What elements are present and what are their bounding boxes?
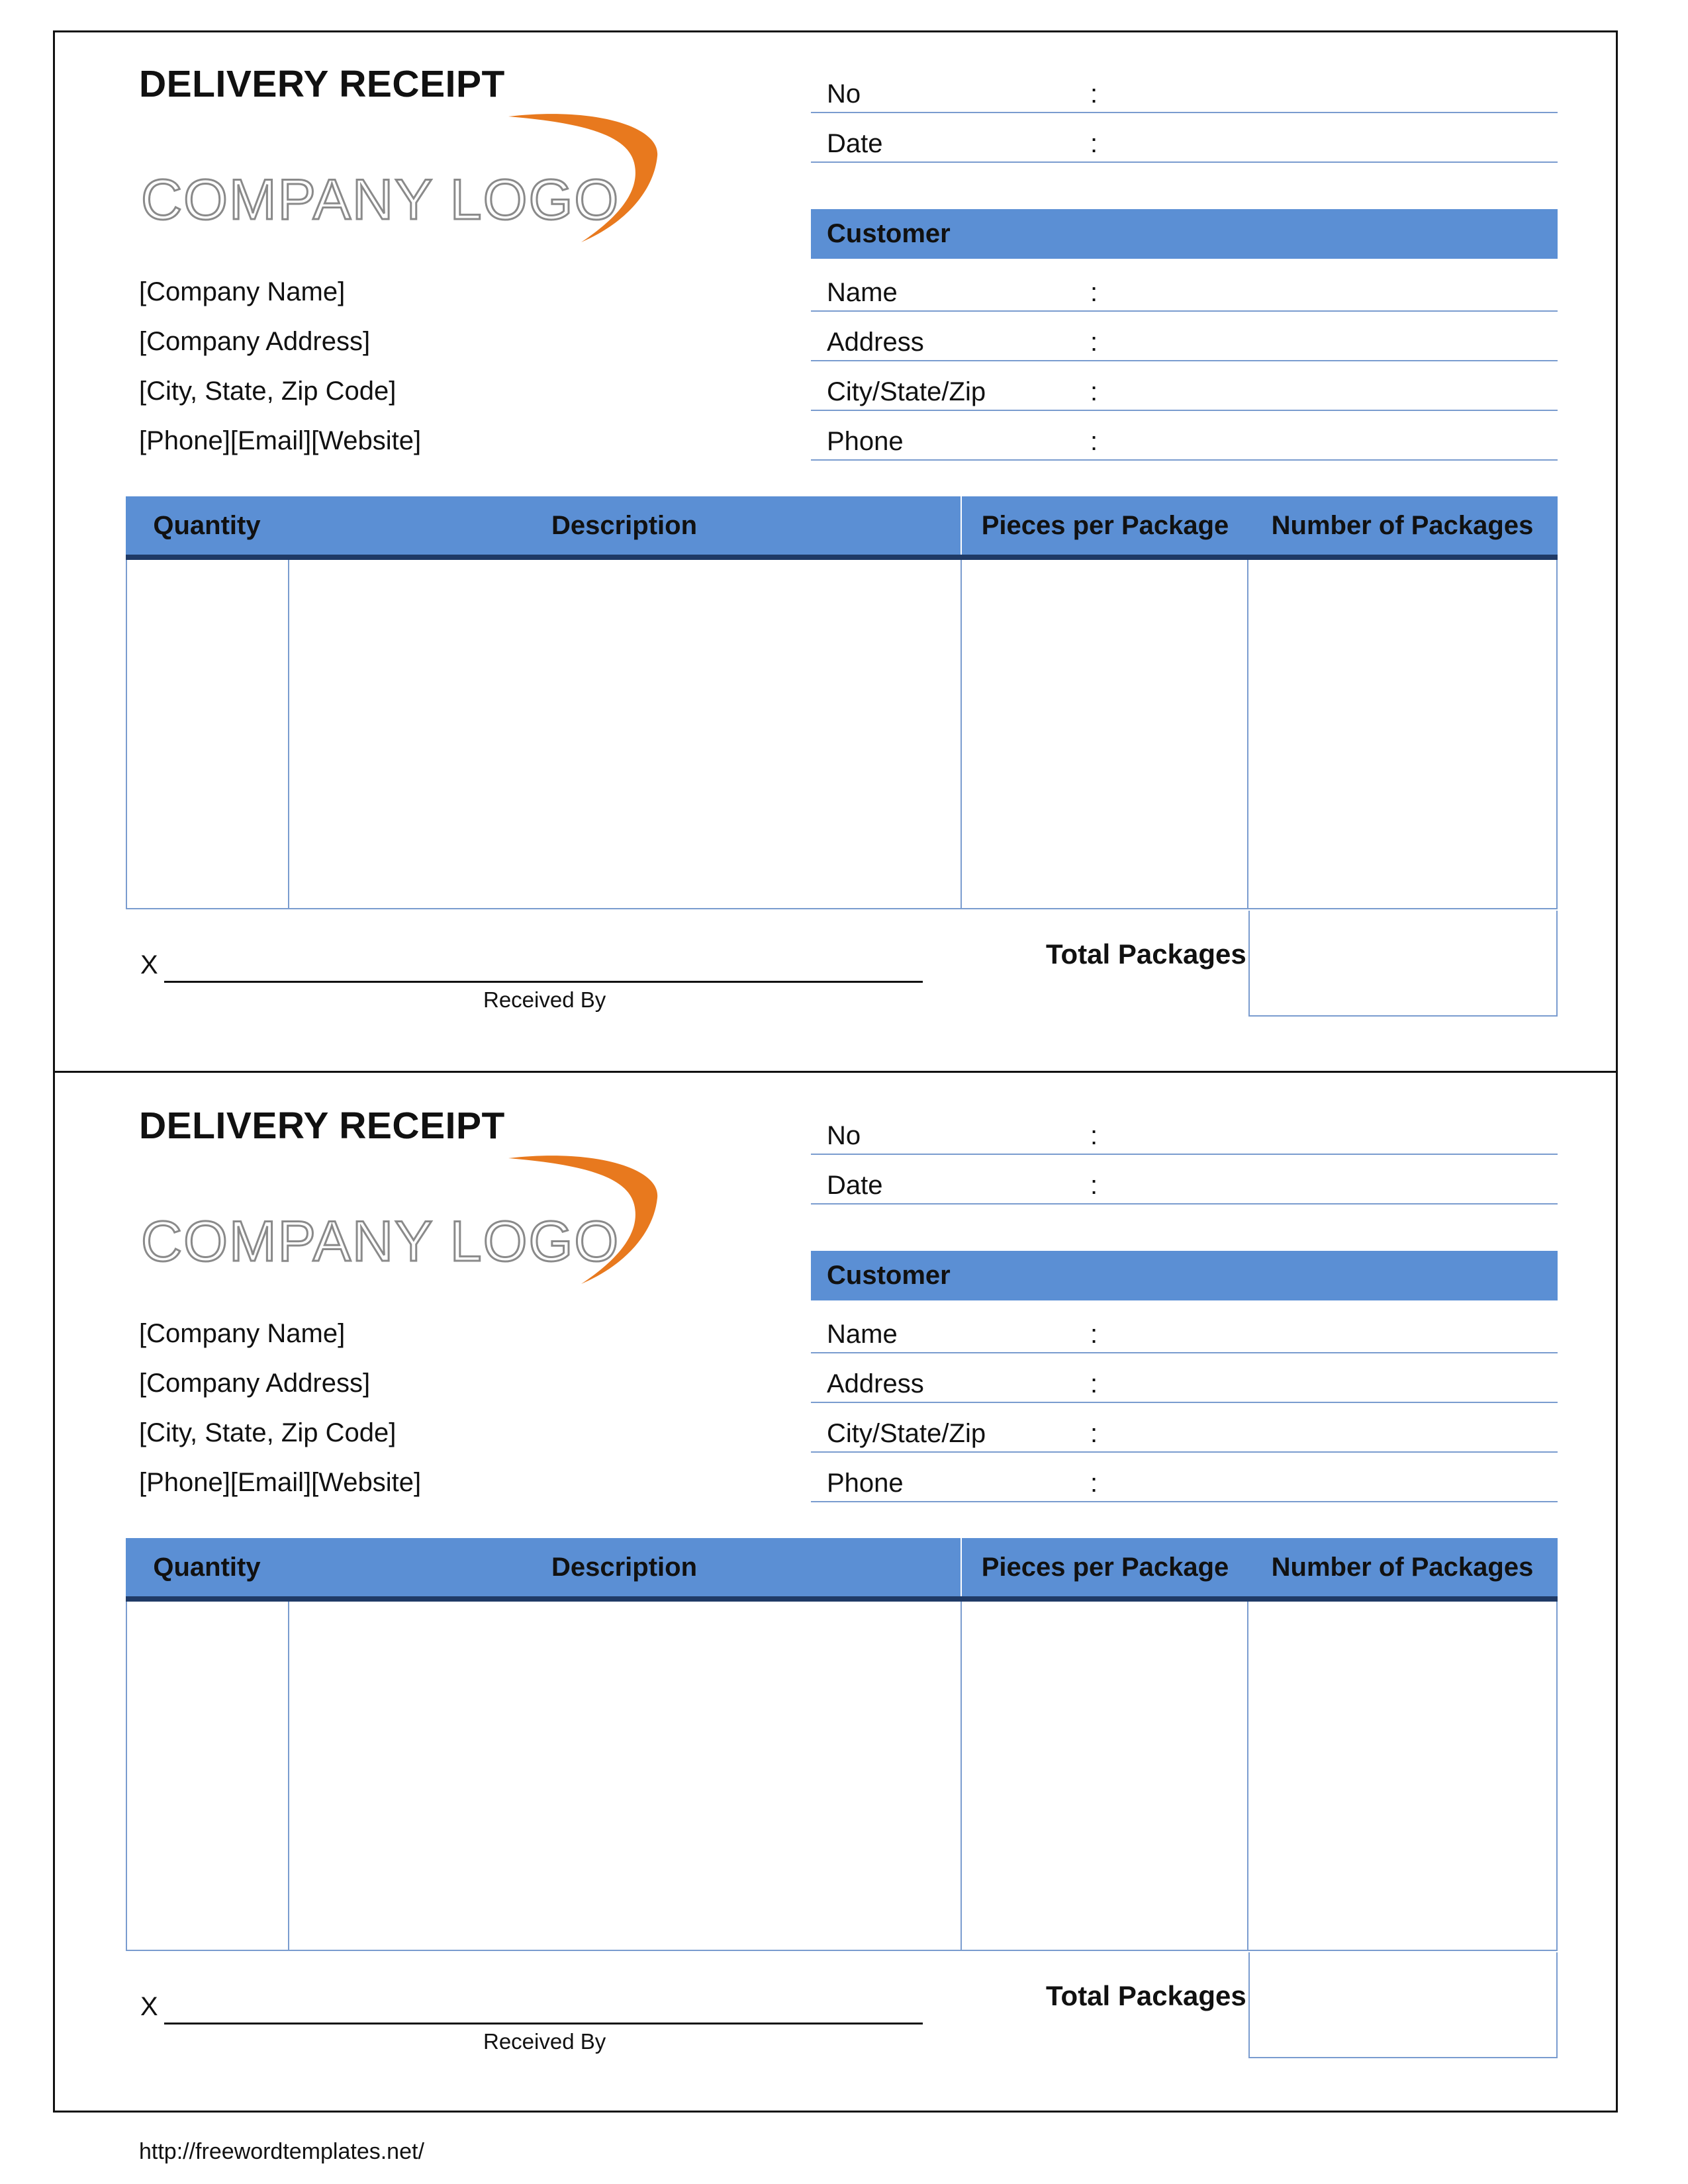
customer-fields	[811, 1304, 1558, 1502]
receipt-meta	[811, 64, 1558, 163]
col-number-of-packages: Number of Packages	[1271, 1553, 1534, 1582]
date-label: Date	[827, 1171, 883, 1200]
company-logo	[138, 110, 674, 255]
total-packages-label: Total Packages	[1046, 1980, 1246, 2011]
table-header	[126, 1538, 1558, 1602]
company-address: [Company Address]	[139, 1369, 371, 1398]
no-field[interactable]: No :	[811, 64, 1558, 113]
customer-heading: Customer	[811, 1251, 1558, 1300]
col-quantity: Quantity	[153, 511, 261, 540]
items-table	[126, 496, 1558, 909]
company-info	[139, 267, 421, 466]
company-logo	[138, 1152, 674, 1297]
no-field[interactable]: No :	[811, 1105, 1558, 1155]
col-number-of-packages: Number of Packages	[1271, 511, 1534, 540]
company-name: [Company Name]	[139, 1319, 346, 1348]
customer-name-field[interactable]: Name :	[811, 1304, 1558, 1353]
signature-line[interactable]	[164, 2023, 923, 2025]
signature-line[interactable]	[164, 981, 923, 983]
customer-address-field[interactable]: Address :	[811, 312, 1558, 361]
receipt-title: DELIVERY RECEIPT	[139, 63, 505, 105]
signature-mark: X	[140, 950, 158, 979]
date-field[interactable]: Date :	[811, 113, 1558, 163]
received-by-label: Received By	[483, 987, 606, 1012]
customer-heading: Customer	[811, 209, 1558, 259]
footer-link[interactable]: http://freewordtemplates.net/	[139, 2139, 424, 2164]
date-label: Date	[827, 129, 883, 158]
col-description: Description	[551, 511, 698, 540]
receipt-meta	[811, 1105, 1558, 1205]
customer-name-field[interactable]: Name :	[811, 262, 1558, 312]
date-field[interactable]: Date :	[811, 1155, 1558, 1205]
no-label: No	[827, 1121, 861, 1150]
signature-mark: X	[140, 1992, 158, 2021]
col-quantity: Quantity	[153, 1553, 261, 1582]
received-by-label: Received By	[483, 2029, 606, 2054]
company-info	[139, 1309, 421, 1508]
customer-address-field[interactable]: Address :	[811, 1353, 1558, 1403]
company-contact: [Phone][Email][Website]	[139, 426, 422, 455]
customer-phone-field[interactable]: Phone :	[811, 411, 1558, 461]
svg-text:COMPANY LOGO: COMPANY LOGO	[141, 168, 620, 232]
table-body[interactable]	[126, 1602, 1558, 1951]
items-table	[126, 1538, 1558, 1951]
company-city-state-zip: [City, State, Zip Code]	[139, 377, 397, 406]
no-label: No	[827, 79, 861, 109]
customer-fields	[811, 262, 1558, 461]
company-contact: [Phone][Email][Website]	[139, 1468, 422, 1497]
table-body[interactable]	[126, 560, 1558, 909]
svg-text:COMPANY LOGO: COMPANY LOGO	[141, 1210, 620, 1273]
col-pieces-per-package: Pieces per Package	[961, 496, 1248, 555]
customer-phone-field[interactable]: Phone :	[811, 1453, 1558, 1502]
delivery-receipt-1	[53, 30, 1618, 1071]
col-pieces-per-package: Pieces per Package	[961, 1538, 1248, 1596]
company-city-state-zip: [City, State, Zip Code]	[139, 1418, 397, 1447]
table-header	[126, 496, 1558, 560]
customer-city-state-zip-field[interactable]: City/State/Zip :	[811, 361, 1558, 411]
receipt-title: DELIVERY RECEIPT	[139, 1105, 505, 1147]
delivery-receipt-2	[53, 1072, 1618, 2113]
customer-city-state-zip-field[interactable]: City/State/Zip :	[811, 1403, 1558, 1453]
col-description: Description	[551, 1553, 698, 1582]
total-packages-field[interactable]	[1248, 911, 1558, 1017]
company-address: [Company Address]	[139, 327, 371, 356]
total-packages-label: Total Packages	[1046, 938, 1246, 970]
total-packages-field[interactable]	[1248, 1952, 1558, 2058]
company-name: [Company Name]	[139, 277, 346, 306]
